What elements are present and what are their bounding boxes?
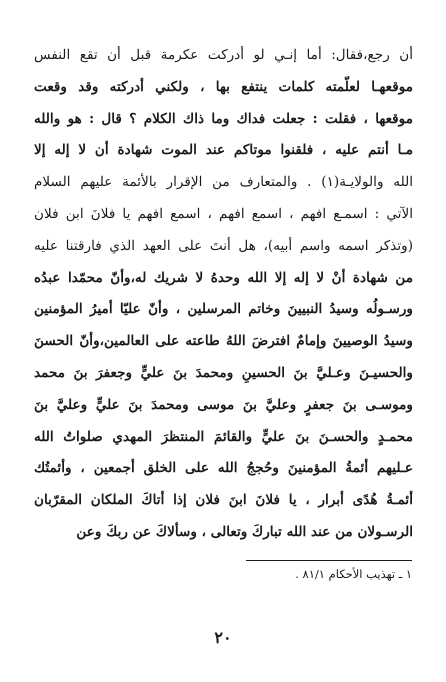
page-number: ٢٠ <box>214 628 232 647</box>
text-line: الآتي : اسمـع افهم ، اسمع افهم ، اسمع افهم يا فلانَ ابن فلان <box>34 205 413 222</box>
footnote-divider <box>246 560 412 561</box>
text-line: أن رجع،فقال: أما إنـي لو أدركت عكرمة قبل أن تقع النفس <box>34 47 413 63</box>
text-line: ورسـولُه وسيدُ النبيينَ وخاتم المرسلين ، وأنّ عليّا أميرُ المؤمنين <box>34 301 413 318</box>
text-line: موقعهـا لعلّمته كلمات ينتفع بها ، ولكني أدركته وقد وقعت <box>34 78 413 95</box>
text-line: من شهادة أنْ لا إله إلا الله وحدهُ لا شريك له،وأنّ محمّدا عبدُه <box>34 269 413 286</box>
text-line: عـليهم أئمةُ المؤمنينَ وحُججُ الله على الخلق أجمعين ، وأئمتُك <box>34 460 413 477</box>
body-text <box>34 40 413 549</box>
text-line: موقعها ، فقلت : جعلت فداك وما ذاك الكلام ؟ قال : هو والله <box>34 110 413 127</box>
footnote: ١ ـ تهذيب الأحكام ٨١/١ . <box>295 567 412 581</box>
text-line: أئمـةُ هُدًى أبرار ، يا فلانَ ابنَ فلان إذا أتاكَ الملكان المقرّبان <box>34 492 413 509</box>
text-line: محمـدٍ والحسـنَ بنَ عليٍّ والقائمَ المنتظرَ المهدي صلواتُ الله <box>34 428 413 445</box>
text-line: مـا أنتم عليه ، فلقنوا موتاكم عند الموت شهادة أن لا إله إلا <box>34 142 413 159</box>
text-line: الله والولايـة(١) . والمتعارف من الإقرار بالأئمة عليهم السلام <box>34 174 413 191</box>
text-line: الرسـولان من عند الله تباركَ وتعالى ، وسألاكَ عن ربكَ وعن <box>76 523 413 540</box>
text-line: والحسيـنَ وعـليَّ بنَ الحسينِ ومحمدَ بنَ عليٍّ وجعفرَ بنَ محمد <box>34 364 413 381</box>
text-line: وسيدُ الوصيينَ وإمامٌ افترضَ اللهُ طاعته على العالمين،وأنّ الحسنَ <box>34 333 413 350</box>
text-line: (وتذكر اسمه واسم أبيه)، هل أنتَ على العهد الذي فارقتنا عليه <box>34 237 413 254</box>
text-line: وموسـى بنَ جعفرٍ وعليَّ بنَ موسى ومحمدَ بنَ عليٍّ وعليَّ بنَ <box>34 396 413 413</box>
